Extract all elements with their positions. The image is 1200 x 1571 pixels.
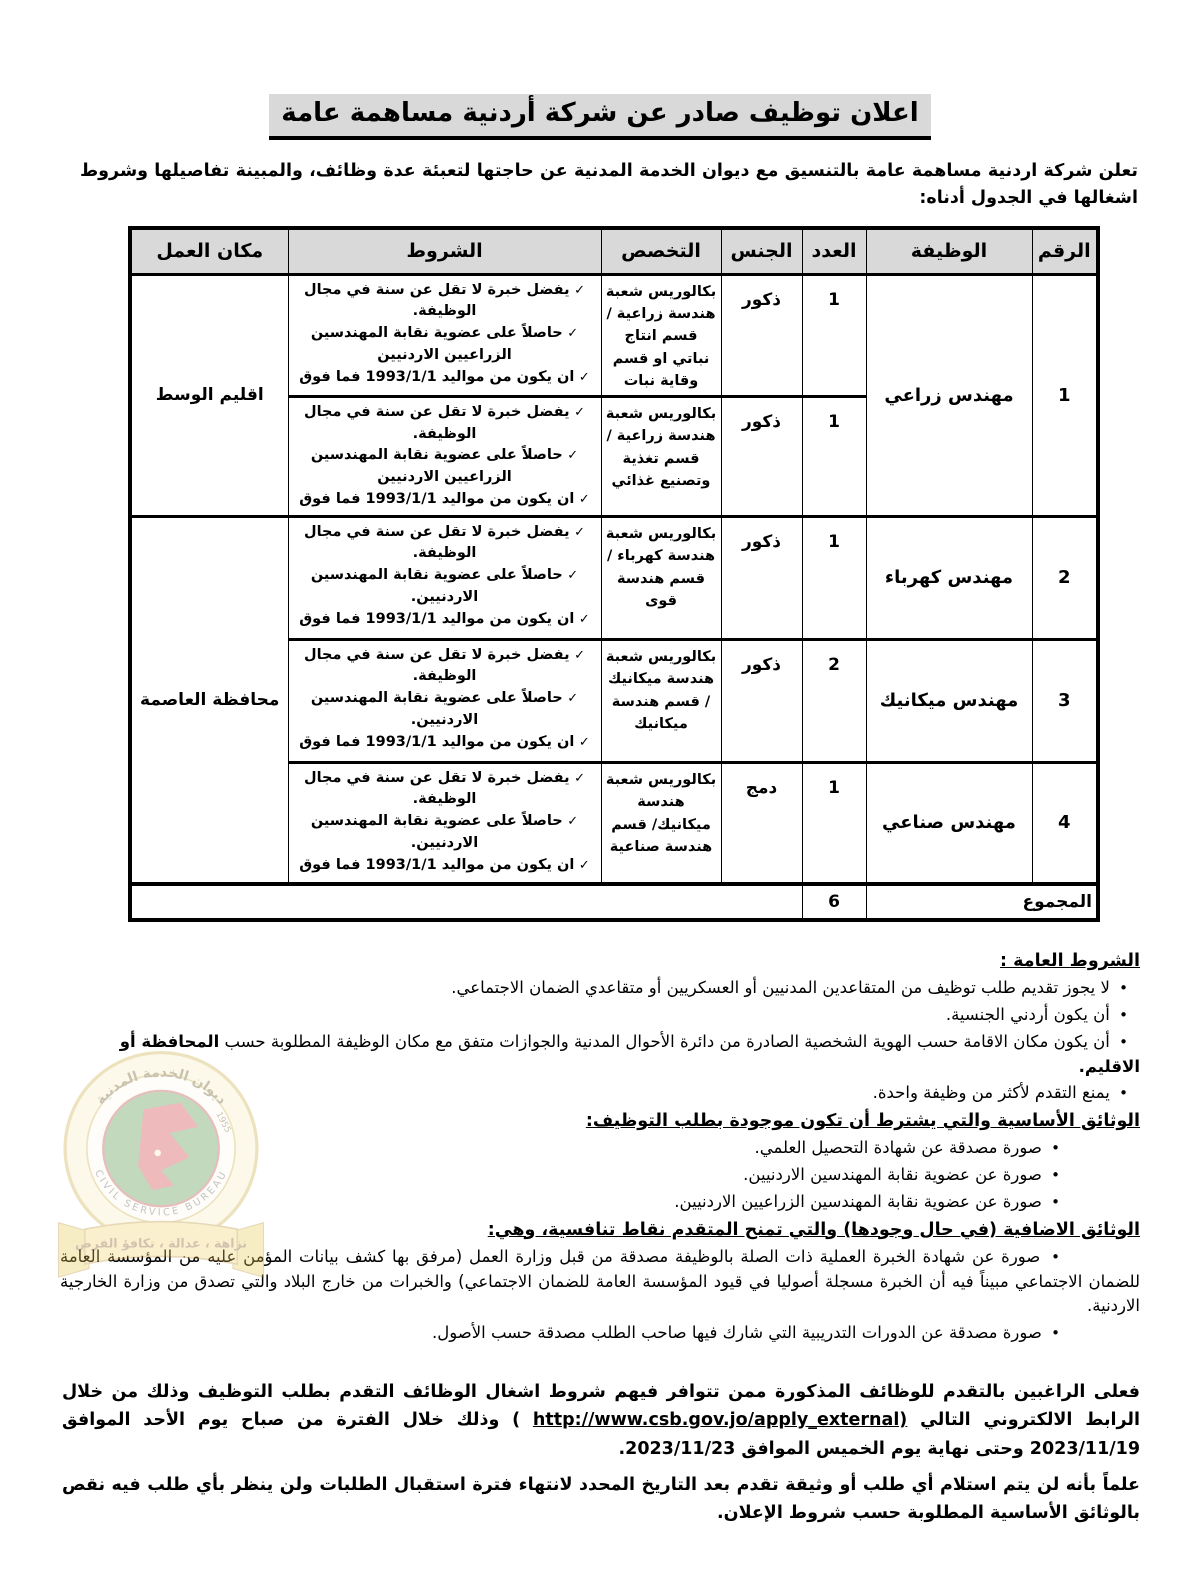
- condition-item: [294, 768, 596, 812]
- total-label: المجموع: [866, 884, 1098, 920]
- table-total-row: [130, 884, 1098, 920]
- check-icon: ✓: [562, 326, 579, 342]
- cell-gender: ذكور: [721, 396, 802, 516]
- check-icon: ✓: [562, 814, 579, 830]
- check-icon: ✓: [574, 491, 590, 507]
- list-item: [60, 1003, 1140, 1028]
- list-item-text: أن يكون أردني الجنسية.: [945, 1005, 1110, 1025]
- cell-conditions: [288, 516, 601, 639]
- rules-section: [60, 948, 1140, 1346]
- condition-item: [294, 445, 596, 489]
- condition-text: حاصلاً على عضوية نقابة المهندسين الزراعيين الاردنيين: [310, 325, 563, 363]
- apply-text: فعلى الراغبين بالتقدم للوظائف المذكورة ممن تتوافر فيهم شروط اشغال الوظائف التقدم بطلب التوظيف وذلك من خلال الرابط الالكتروني التالي: [62, 1381, 1140, 1431]
- bullet-icon: •: [1119, 1032, 1128, 1051]
- condition-text: حاصلاً على عضوية نقابة المهندسين الزراعيين الاردنيين: [310, 447, 563, 486]
- condition-item: [294, 565, 596, 609]
- cell-number: 4: [1032, 762, 1098, 884]
- check-icon: ✓: [569, 524, 585, 540]
- logo-arc-top-text: ديوان الخدمة المدنية: [92, 1064, 230, 1108]
- apply-dates-text: وذلك خلال الفترة من صباح يوم الأحد الموافق 2023/11/19 وحتى نهاية يوم الخميس الموافق 2023/11/23.: [62, 1410, 1140, 1459]
- bullet-icon: •: [1119, 1006, 1128, 1025]
- check-icon: ✓: [562, 691, 579, 707]
- condition-text: ان يكون من مواليد 1993/1/1 فما فوق: [299, 733, 575, 750]
- list-item-text: صورة عن عضوية نقابة المهندسين الاردنيين.: [743, 1165, 1042, 1185]
- condition-item: [294, 402, 596, 446]
- condition-item: [294, 522, 596, 566]
- logo-year: 1955: [213, 1110, 233, 1135]
- list-item: [60, 1081, 1140, 1106]
- condition-text: يفضل خبرة لا تقل عن سنة في مجال الوظيفة.: [304, 403, 570, 442]
- cell-job-title: مهندس ميكانيك: [866, 639, 1032, 762]
- bullet-icon: •: [1051, 1139, 1060, 1158]
- column-header-count: العدد: [802, 228, 866, 274]
- condition-text: حاصلاً على عضوية نقابة المهندسين الاردنيين.: [310, 813, 563, 851]
- condition-item: [294, 645, 596, 689]
- condition-item: [294, 323, 596, 367]
- cell-conditions: [288, 639, 601, 762]
- condition-text: حاصلاً على عضوية نقابة المهندسين الاردنيين.: [310, 690, 563, 728]
- cell-count: 1: [802, 274, 866, 396]
- list-item-text: صورة عن شهادة الخبرة العملية ذات الصلة بالوظيفة مصدقة من قبل وزارة العمل (مرفق بها كشف بيانات المؤمن عليه من المؤسسة العامة للضمان الاجتماعي مبيناً فيه أن الخبرة مسجلة أصوليا في قيود المؤسسة العامة للضمان الاجتماعي) والخبرات من خارج البلاد والتي تصدق من وزارة الخارجية الاردنية.: [60, 1246, 1140, 1316]
- cell-job-title: مهندس صناعي: [866, 762, 1032, 884]
- cell-count: 1: [802, 396, 866, 516]
- check-icon: ✓: [569, 770, 585, 786]
- condition-text: ان يكون من مواليد 1993/1/1 فما فوق: [299, 490, 575, 507]
- check-icon: ✓: [574, 857, 590, 873]
- list-item-text: يمنع التقدم لأكثر من وظيفة واحدة.: [872, 1083, 1110, 1103]
- footer-section: [62, 1378, 1140, 1528]
- list-item: [60, 1245, 1140, 1319]
- cell-job-title: مهندس كهرباء: [866, 516, 1032, 639]
- title-row: [0, 0, 1200, 140]
- jobs-table: [128, 226, 1100, 922]
- list-item-text: صورة مصدقة عن الدورات التدريبية التي شارك فيها صاحب الطلب مصدقة حسب الأصول.: [431, 1323, 1042, 1343]
- total-empty-cell: [130, 884, 802, 920]
- check-icon: ✓: [574, 611, 590, 627]
- list-item: [60, 1136, 1140, 1161]
- check-icon: ✓: [574, 369, 590, 385]
- check-icon: ✓: [569, 404, 585, 420]
- bullet-icon: •: [1119, 979, 1128, 998]
- cell-conditions: [288, 396, 601, 516]
- condition-text: ان يكون من مواليد 1993/1/1 فما فوق: [299, 856, 575, 873]
- intro-paragraph: تعلن شركة اردنية مساهمة عامة بالتنسيق مع ديوان الخدمة المدنية عن حاجتها لتعبئة عدة وظائف، والمبينة تفاصيلها وشروط اشغالها في الجدول أدناه:: [80, 160, 1138, 208]
- condition-item: [294, 688, 596, 732]
- list-item: [60, 1190, 1140, 1215]
- cell-specialty: بكالوريس شعبة هندسة كهرباء / قسم هندسة قوى: [601, 516, 721, 639]
- cell-specialty: بكالوريس شعبة هندسة ميكانيك / قسم هندسة ميكانيك: [601, 639, 721, 762]
- total-value: 6: [802, 884, 866, 920]
- cell-location: اقليم الوسط: [130, 274, 288, 516]
- cell-location: محافظة العاصمة: [130, 516, 288, 884]
- condition-item: [294, 855, 596, 877]
- check-icon: ✓: [562, 448, 579, 464]
- list-item-bold-text: المحافظة أو الاقليم.: [119, 1031, 1140, 1076]
- cell-gender: ذكور: [721, 639, 802, 762]
- condition-item: [294, 280, 596, 324]
- list-item-text: لا يجوز تقديم طلب توظيف من المتقاعدين المدنيين أو العسكريين أو متقاعدي الضمان الاجتماعي.: [451, 978, 1110, 998]
- list-item: [60, 1321, 1140, 1346]
- column-header-conditions: الشروط: [288, 228, 601, 274]
- list-item-text: صورة مصدقة عن شهادة التحصيل العلمي.: [754, 1138, 1042, 1158]
- bullet-icon: •: [1051, 1247, 1061, 1266]
- condition-text: ان يكون من مواليد 1993/1/1 فما فوق: [299, 610, 575, 627]
- cell-gender: ذكور: [721, 516, 802, 639]
- list-item: [60, 976, 1140, 1001]
- note-paragraph: علماً بأنه لن يتم استلام أي طلب أو وثيقة تقدم بعد التاريخ المحدد لانتهاء فترة استقبال الطلبات ولن ينظر بأي طلب فيه نقص بالوثائق الأساسية المطلوبة حسب شروط الإعلان.: [62, 1474, 1140, 1524]
- application-link[interactable]: http://www.csb.gov.jo/apply_external): [532, 1410, 908, 1431]
- condition-item: [294, 732, 596, 754]
- column-header-specialty: التخصص: [601, 228, 721, 274]
- cell-count: 1: [802, 516, 866, 639]
- condition-item: [294, 811, 596, 855]
- cell-conditions: [288, 762, 601, 884]
- check-icon: ✓: [569, 647, 585, 663]
- check-icon: ✓: [569, 282, 585, 298]
- cell-count: 2: [802, 639, 866, 762]
- cell-number: 3: [1032, 639, 1098, 762]
- list-item-text: صورة عن عضوية نقابة المهندسين الزراعيين الاردنيين.: [674, 1191, 1042, 1211]
- column-header-location: مكان العمل: [130, 228, 288, 274]
- cell-specialty: بكالوريس شعبة هندسة زراعية / قسم انتاج نباتي او قسم وقاية نبات: [601, 274, 721, 396]
- column-header-job: الوظيفة: [866, 228, 1032, 274]
- check-icon: ✓: [574, 734, 590, 750]
- bullet-icon: •: [1051, 1192, 1060, 1211]
- condition-text: ان يكون من مواليد 1993/1/1 فما فوق: [299, 368, 575, 385]
- table-header-row: [130, 228, 1098, 274]
- cell-job-title: مهندس زراعي: [866, 274, 1032, 516]
- check-icon: ✓: [562, 568, 579, 584]
- list-item: [60, 1030, 1140, 1080]
- cell-gender: دمج: [721, 762, 802, 884]
- apply-paragraph: [62, 1378, 1140, 1463]
- logo-arc-bottom-text: CIVIL SERVICE BUREAU: [92, 1168, 230, 1219]
- column-header-number: الرقم: [1032, 228, 1098, 274]
- list-item-text: أن يكون مكان الاقامة حسب الهوية الشخصية الصادرة من دائرة الأحوال المدنية والجوازات متفق مع مكان الوظيفة المطلوبة حسب: [219, 1031, 1110, 1051]
- condition-text: يفضل خبرة لا تقل عن سنة في مجال الوظيفة.: [304, 646, 570, 685]
- cell-specialty: بكالوريس شعبة هندسة ميكانيك/ قسم هندسة صناعية: [601, 762, 721, 884]
- condition-text: يفضل خبرة لا تقل عن سنة في مجال الوظيفة.: [304, 281, 570, 320]
- condition-text: حاصلاً على عضوية نقابة المهندسين الاردنيين.: [310, 567, 563, 605]
- column-header-gender: الجنس: [721, 228, 802, 274]
- condition-item: [294, 609, 596, 631]
- extra-documents-heading: الوثائق الاضافية (في حال وجودها) والتي تمنح المتقدم نقاط تنافسية، وهي:: [487, 1219, 1140, 1240]
- ribbon-text: نزاهة ، عدالة ، تكافؤ الفرص: [74, 1235, 248, 1251]
- link-paren: (: [512, 1410, 533, 1431]
- condition-text: يفضل خبرة لا تقل عن سنة في مجال الوظيفة.: [304, 523, 570, 562]
- link-wrapper: [512, 1410, 907, 1430]
- condition-item: [294, 489, 596, 511]
- list-item: [60, 1163, 1140, 1188]
- cell-specialty: بكالوريس شعبة هندسة زراعية / قسم تغذية وتصنيع غذائي: [601, 396, 721, 516]
- bullet-icon: •: [1051, 1324, 1060, 1343]
- bullet-icon: •: [1051, 1166, 1060, 1185]
- table-row: [130, 274, 1098, 396]
- bullet-icon: •: [1119, 1084, 1128, 1103]
- condition-item: [294, 367, 596, 389]
- cell-number: 2: [1032, 516, 1098, 639]
- condition-text: يفضل خبرة لا تقل عن سنة في مجال الوظيفة.: [304, 769, 570, 808]
- cell-conditions: [288, 274, 601, 396]
- basic-documents-heading: الوثائق الأساسية والتي يشترط أن تكون موجودة بطلب التوظيف:: [585, 1111, 1140, 1132]
- cell-count: 1: [802, 762, 866, 884]
- table-row: [130, 516, 1098, 639]
- page-title: اعلان توظيف صادر عن شركة أردنية مساهمة عامة: [269, 94, 930, 140]
- cell-number: 1: [1032, 274, 1098, 516]
- general-conditions-heading: الشروط العامة :: [1000, 951, 1140, 972]
- cell-gender: ذكور: [721, 274, 802, 396]
